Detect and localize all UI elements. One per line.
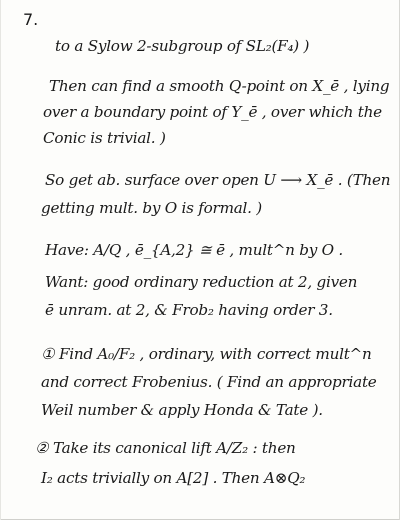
page-number: 7. [23,10,39,29]
line-14: I₂ acts trivially on A[2] . Then A⊗Q₂ [41,469,306,487]
line-8: Want: good ordinary reduction at 2, given [45,273,358,291]
line-6: getting mult. by O is formal. ) [41,199,262,217]
line-10: ① Find A₀/F₂ , ordinary, with correct mult^n [41,345,372,363]
line-12: Weil number & apply Honda & Tate ). [41,401,323,419]
line-9: ē unram. at 2, & Frob₂ having order 3. [45,301,333,319]
line-5: So get ab. surface over open U ⟶ X_ē . (Then [45,171,391,189]
line-11: and correct Frobenius. ( Find an appropriate [41,373,377,391]
line-1: to a Sylow 2-subgroup of SL₂(F₄) ) [55,37,310,55]
line-2: Then can find a smooth Q-point on X_ē , lying [49,77,390,95]
line-7: Have: A/Q , ē_{A,2} ≅ ē , mult^n by O . [45,241,344,259]
line-3: over a boundary point of Y_ē , over which the [43,103,382,121]
line-4: Conic is trivial. ) [43,129,166,147]
line-13: ② Take its canonical lift A/Z₂ : then [35,439,296,457]
